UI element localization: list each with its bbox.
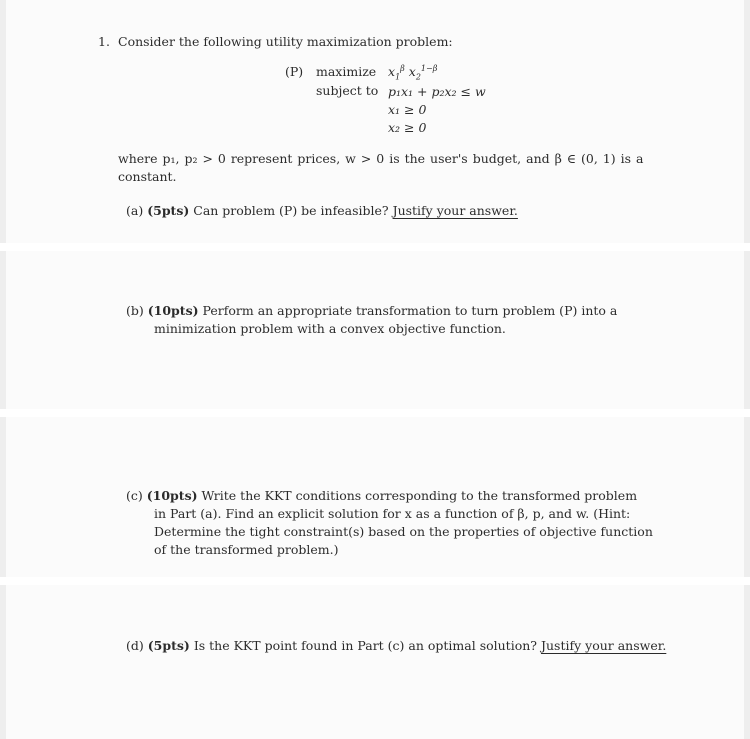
objective-x1-sup: β [400,63,405,73]
part-d-points: (5pts) [147,638,190,653]
part-c-label: (c) [126,488,143,503]
sheet-edge-left [0,417,6,577]
part-a-justify: Justify your answer. [392,203,518,218]
page-sheet-4 [0,585,750,739]
part-a-text: Can problem (P) be infeasible? [193,203,389,218]
part-c-points: (10pts) [146,488,198,503]
part-c-line-4: of the transformed problem.) [154,542,339,557]
sheet-edge-right [744,417,750,577]
objective-x2-sup: 1−β [420,63,438,73]
part-b-points: (10pts) [147,303,199,318]
part-a-label: (a) [126,203,144,218]
objective-x1-sub: 1 [395,72,401,82]
part-b-label: (b) [126,303,144,318]
part-b-line-2: minimization problem with a convex objective function. [154,321,506,336]
part-c-line-1 [126,487,637,505]
part-a [126,202,518,220]
sheet-edge-right [744,585,750,739]
part-c-text-1: Write the KKT conditions corresponding to the transformed problem [201,488,638,503]
part-d-text: Is the KKT point found in Part (c) an optimal solution? [193,638,537,653]
nonneg-constraint-x2: x₂ ≥ 0 [388,120,427,135]
problem-name: (P) [285,64,304,79]
objective-x2-sub: 2 [415,72,421,82]
page-sheet-3 [0,417,750,577]
sheet-edge-left [0,0,6,243]
budget-constraint: p₁x₁ + p₂x₂ ≤ w [388,84,486,99]
sheet-edge-left [0,585,6,739]
where-line-1: where p₁, p₂ > 0 represent prices, w > 0 is the user's budget, and β ∈ (0, 1) is a [118,151,644,166]
part-d-label: (d) [126,638,144,653]
part-b-line-1 [126,302,617,320]
nonneg-constraint-x1: x₁ ≥ 0 [388,102,427,117]
where-line-2: constant. [118,169,177,184]
sheet-edge-left [0,251,6,409]
part-c-line-2: in Part (a). Find an explicit solution for x as a function of β, p, and w. (Hint: [154,506,631,521]
objective-x1: x [388,64,396,79]
part-d-justify: Justify your answer. [540,638,667,653]
part-d [126,637,666,655]
part-c-line-3: Determine the tight constraint(s) based on the properties of objective function [154,524,653,539]
objective-x2: x [408,64,416,79]
sheet-edge-right [744,0,750,243]
page-sheet-2 [0,251,750,409]
sheet-edge-right [744,251,750,409]
question-intro: Consider the following utility maximization problem: [118,34,453,49]
page-sheet-1 [0,0,750,243]
part-b-text-1: Perform an appropriate transformation to turn problem (P) into a [202,303,618,318]
subject-to-label: subject to [316,83,379,98]
question-number: 1. [98,34,110,49]
part-a-points: (5pts) [147,203,190,218]
objective-function [388,63,437,81]
maximize-label: maximize [316,64,377,79]
